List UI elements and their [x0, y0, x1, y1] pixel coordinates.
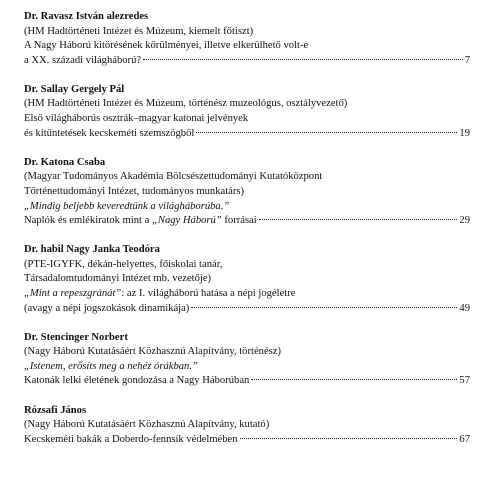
- page-number: 29: [459, 215, 470, 227]
- dot-leader: [240, 438, 458, 439]
- toc-entry-6: [24, 404, 470, 448]
- author-name: Dr. Stencinger Norbert: [24, 331, 128, 343]
- dot-leader: [259, 219, 458, 220]
- affiliation-line: Történettudományi Intézet, tudományos munkatárs): [24, 185, 245, 197]
- toc-entry-5: [24, 331, 470, 389]
- dot-leader: [191, 307, 457, 308]
- page-number: 49: [459, 302, 470, 314]
- affiliation-line: (Nagy Háború Kutatásáért Közhasznú Alapítvány, kutató): [24, 419, 270, 431]
- dot-leader: [143, 59, 463, 60]
- author-name: Dr. habil Nagy Janka Teodóra: [24, 244, 160, 256]
- page-number: 57: [459, 375, 470, 387]
- affiliation-line: (HM Hadtörténeti Intézet és Múzeum, kiemelt főtiszt): [24, 25, 254, 37]
- author-name: Dr. Sallay Gergely Pál: [24, 83, 125, 95]
- title-last-line: a XX. századi világháború?: [24, 54, 142, 66]
- affiliation-line: (HM Hadtörténeti Intézet és Múzeum, történész muzeológus, osztályvezető): [24, 98, 348, 110]
- affiliation-line: Társadalomtudományi Intézet mb. vezetője): [24, 273, 212, 285]
- toc-entry-4: [24, 243, 470, 316]
- toc-link-line[interactable]: [24, 54, 470, 69]
- title-last-line: Katonák lelki életének gondozása a Nagy Háborúban: [24, 375, 250, 387]
- quote-line: „Istenem, erősíts meg a nehéz órákban.”: [24, 360, 198, 372]
- toc-entry-2: [24, 83, 470, 141]
- toc-link-line[interactable]: [24, 214, 470, 229]
- page-number: 19: [459, 127, 470, 139]
- title-line: Első világháborús osztrák–magyar katonai jelvények: [24, 113, 249, 125]
- page-number: 67: [459, 433, 470, 445]
- dot-leader: [251, 379, 457, 380]
- toc-link-line[interactable]: [24, 127, 470, 142]
- table-of-contents: [24, 10, 470, 462]
- title-last-line: Kecskeméti bakák a Doberdo-fennsík védelmében: [24, 433, 238, 445]
- author-name: Rózsafi János: [24, 404, 87, 416]
- title-line: „Mint a repeszgránát”: az I. világháború hatása a népi jogéletre: [24, 288, 296, 299]
- author-name: Dr. Katona Csaba: [24, 156, 106, 168]
- author-name: Dr. Ravasz István alezredes: [24, 11, 149, 22]
- toc-link-line[interactable]: [24, 433, 470, 448]
- title-last-line: (avagy a népi jogszokások dinamikája): [24, 302, 190, 314]
- dot-leader: [196, 132, 457, 133]
- toc-entry-1: [24, 10, 470, 68]
- toc-entry-3: [24, 156, 470, 229]
- quote-line: „Mindig beljebb keveredtünk a világháborúba.”: [24, 200, 230, 212]
- title-last-line: Naplók és emlékiratok mint a „Nagy Háború” forrásai: [24, 215, 257, 227]
- affiliation-line: (Magyar Tudományos Akadémia Bölcsészettudományi Kutatóközpont: [24, 171, 323, 183]
- affiliation-line: (Nagy Háború Kutatásáért Közhasznú Alapítvány, történész): [24, 346, 282, 358]
- toc-link-line[interactable]: [24, 302, 470, 317]
- affiliation-line: (PTE-IGYFK, dékán-helyettes, főiskolai tanár,: [24, 258, 223, 270]
- page-number: 7: [464, 54, 470, 66]
- toc-link-line[interactable]: [24, 374, 470, 389]
- title-line: A Nagy Háború kitörésének körülményei, illetve elkerülhető volt-e: [24, 40, 309, 52]
- title-last-line: és kitüntetések kecskeméti szemszögből: [24, 127, 195, 139]
